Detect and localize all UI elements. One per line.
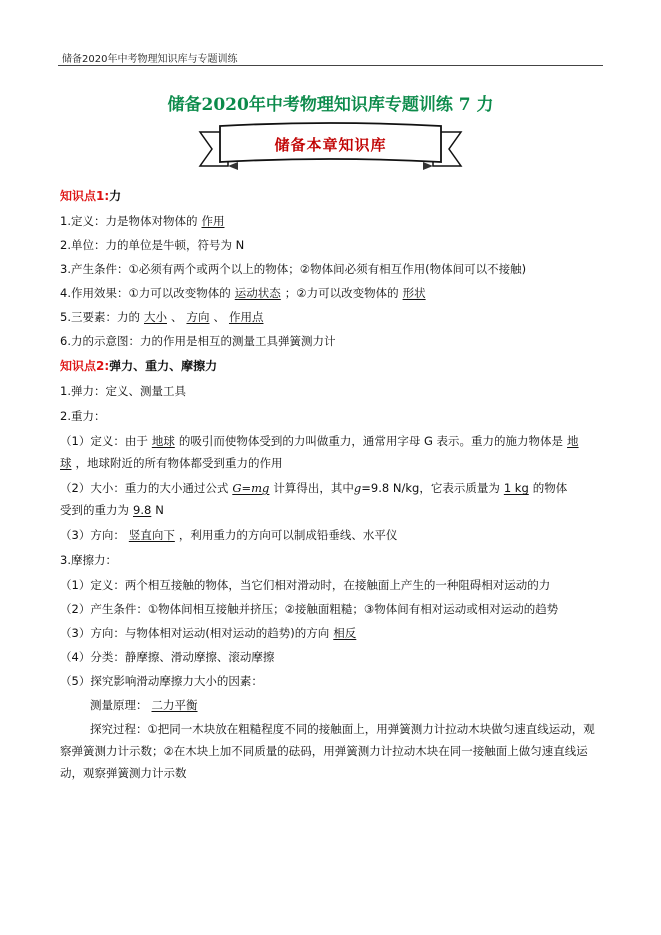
- page-header: 储备2020年中考物理知识库与专题训练: [62, 54, 238, 65]
- list-item: 3.产生条件：①必须有两个或两个以上的物体；②物体间必须有相互作用(物体间可以不接触): [60, 262, 527, 276]
- list-item: 2.单位：力的单位是牛顿，符号为 N: [60, 238, 245, 252]
- list-item: （3）方向：与物体相对运动(相对运动的趋势)的方向 相反: [60, 625, 610, 641]
- fill-blank: G=mg: [232, 481, 270, 495]
- fill-blank: 大小: [143, 310, 167, 324]
- list-item: 球 ，地球附近的所有物体都受到重力的作用: [60, 456, 283, 470]
- section-title: 力: [109, 189, 122, 203]
- list-item: （1）定义：由于 地球 的吸引而使物体受到的力叫做重力，通常用字母 G 表示。重力的施力物体是 地: [60, 433, 610, 449]
- chapter-banner: [198, 122, 463, 172]
- content: [60, 188, 610, 781]
- section-heading-2: [60, 358, 610, 374]
- fill-blank: 地: [567, 434, 579, 448]
- fill-blank: 地球: [151, 434, 175, 448]
- list-item: （2）产生条件：①物体间相互接触并挤压；②接触面粗糙；③物体间有相对运动或相对运动的趋势: [60, 602, 559, 616]
- document-title: 储备2020年中考物理知识库专题训练 7 力: [167, 95, 494, 115]
- list-item: 2.重力：: [60, 409, 106, 423]
- section-label: 知识点1:: [60, 189, 110, 203]
- paragraph-line: 探究过程：①把同一木块放在粗糙程度不同的接触面上，用弹簧测力计拉动木块做匀速直线运动，观: [90, 722, 595, 736]
- list-item: （2）大小：重力的大小通过公式 G=mg 计算得出，其中g=9.8 N/kg，它表示质量为 1 kg 的物体: [60, 481, 568, 495]
- section-label: 知识点2:: [60, 359, 110, 373]
- list-item: 受到的重力为 9.8 N: [60, 503, 164, 517]
- list-item: 1.弹力：定义、测量工具: [60, 384, 186, 398]
- fill-blank: 作用点: [228, 310, 264, 324]
- fill-blank: 作用: [201, 214, 225, 228]
- list-item: 4.作用效果：①力可以改变物体的 运动状态 ；②力可以改变物体的 形状: [60, 285, 610, 301]
- banner-title: 储备本章知识库: [274, 136, 387, 154]
- fill-blank: 形状: [402, 286, 426, 300]
- list-item: （1）定义：两个相互接触的物体，当它们相对滑动时，在接触面上产生的一种阻碍相对运动的力: [60, 578, 551, 592]
- paragraph-line: 动，观察弹簧测力计示数: [60, 766, 187, 780]
- list-item: 5.三要素：力的 大小 、 方向 、 作用点: [60, 309, 610, 325]
- fill-blank: 方向: [186, 310, 210, 324]
- list-item: （5）探究影响滑动摩擦力大小的因素：: [60, 674, 263, 688]
- list-item: （4）分类：静摩擦、滑动摩擦、滚动摩擦: [60, 650, 275, 664]
- list-item: 6.力的示意图：力的作用是相互的测量工具弹簧测力计: [60, 334, 336, 348]
- fill-blank: 运动状态: [234, 286, 281, 300]
- header-rule: [58, 65, 603, 66]
- fill-blank: 球: [60, 456, 72, 470]
- list-item: 1.定义：力是物体对物体的 作用: [60, 213, 610, 229]
- section-heading-1: [60, 188, 610, 204]
- fill-blank: 相反: [333, 626, 357, 640]
- section-title: 弹力、重力、摩擦力: [109, 359, 218, 373]
- paragraph-line: 察弹簧测力计示数；②在木块上加不同质量的砝码，用弹簧测力计拉动木块在同一接触面上做匀速直线运: [60, 744, 588, 758]
- list-item: 测量原理： 二力平衡: [60, 697, 610, 713]
- fill-blank: 二力平衡: [151, 698, 198, 712]
- fill-blank: 9.8: [133, 503, 152, 517]
- list-item: 3.摩擦力：: [60, 553, 117, 567]
- list-item: （3）方向： 竖直向下 ，利用重力的方向可以制成铅垂线、水平仪: [60, 528, 398, 542]
- fill-blank: 1 kg: [503, 481, 529, 495]
- fill-blank: 竖直向下: [128, 528, 175, 542]
